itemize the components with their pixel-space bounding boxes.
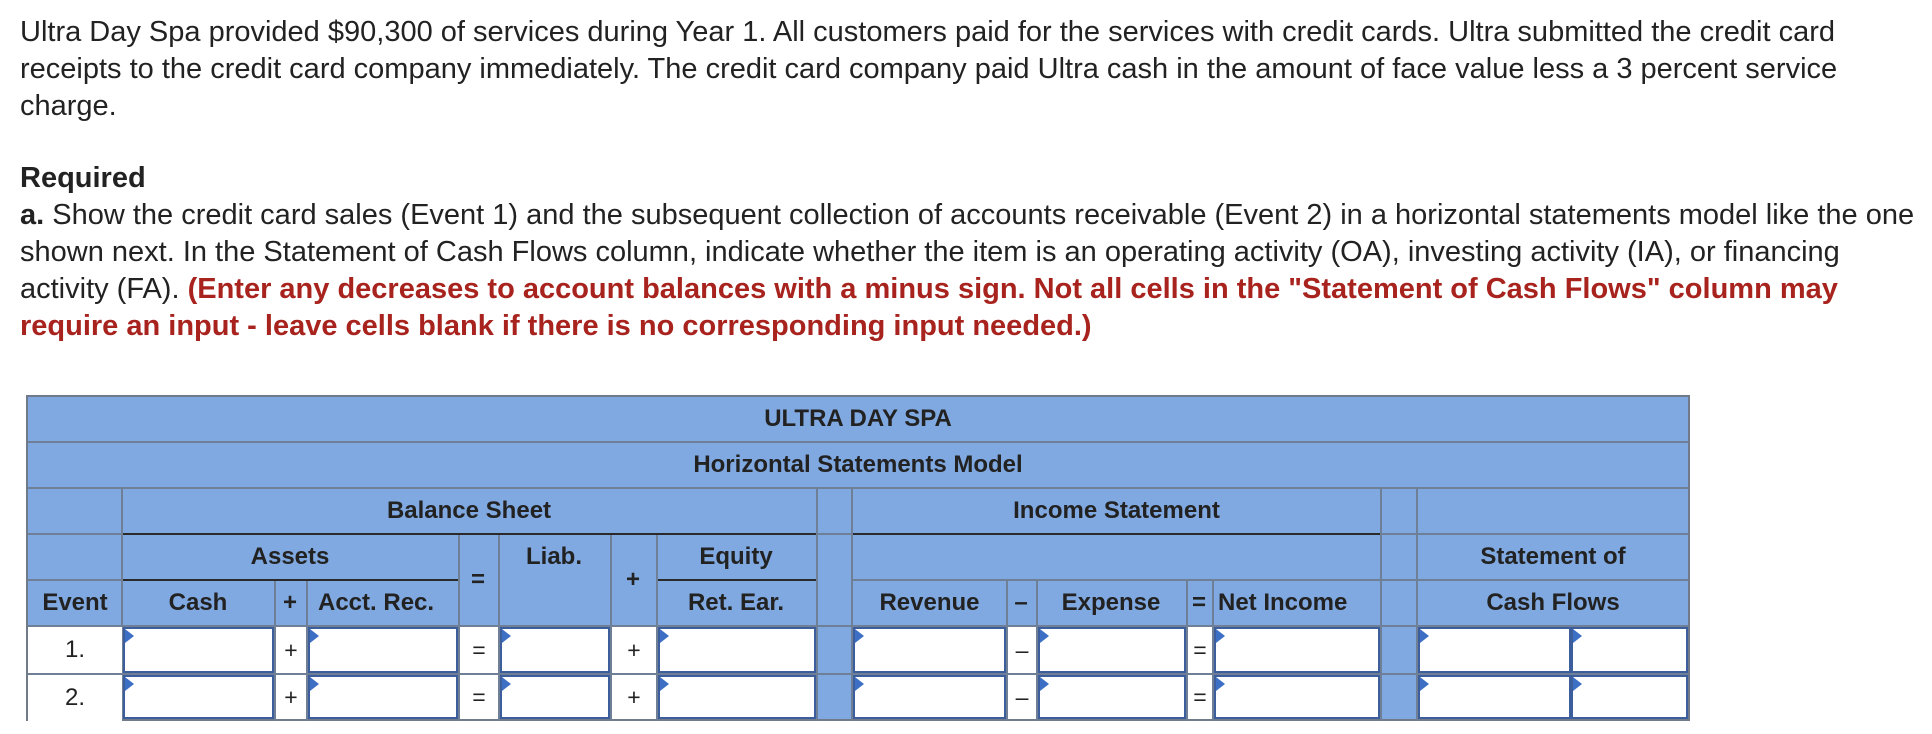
required-heading: Required — [20, 162, 146, 194]
model-subtitle: Horizontal Statements Model — [693, 451, 1023, 478]
row2-revenue-input[interactable] — [853, 675, 1006, 719]
ret-ear-column-header: Ret. Ear. — [687, 589, 785, 616]
equals-header: = — [470, 566, 485, 593]
row1-liab-input[interactable] — [500, 627, 610, 673]
row1-plus-2: + — [612, 627, 656, 673]
event-1-label: 1. — [28, 627, 122, 673]
row2-minus: – — [1008, 675, 1036, 719]
liab-header: Liab. — [525, 543, 582, 570]
balance-sheet-header: Balance Sheet — [386, 497, 552, 524]
row1-cash-flow-activity-select[interactable] — [1571, 627, 1688, 673]
equals-column-header: = — [1191, 589, 1206, 616]
part-label: a. — [20, 199, 45, 231]
scf-header-line1: Statement of — [1480, 543, 1626, 570]
row1-revenue-input[interactable] — [853, 627, 1006, 673]
plus-column-header: + — [282, 589, 297, 616]
event-2-label: 2. — [28, 675, 122, 721]
row2-plus: + — [276, 675, 306, 719]
company-title: ULTRA DAY SPA — [764, 405, 952, 432]
row1-cash-input[interactable] — [123, 627, 274, 673]
revenue-column-header: Revenue — [879, 589, 980, 616]
horizontal-statements-table — [26, 395, 1690, 721]
instruction-text: (Enter any decreases to account balances with a minus sign. Not all cells in the "Statement of Cash Flows" column may require an input - leave cells blank if there is no corresponding input needed.) — [20, 273, 1838, 342]
net-income-column-header: Net Income — [1218, 589, 1348, 616]
acct-rec-column-header: Acct. Rec. — [318, 589, 435, 616]
row1-ret-ear-input[interactable] — [658, 627, 816, 673]
row1-equals: = — [460, 627, 498, 673]
row1-acct-rec-input[interactable] — [308, 627, 458, 673]
requirement-a — [20, 197, 1920, 345]
row1-equals-2: = — [1188, 627, 1212, 673]
row2-ret-ear-input[interactable] — [658, 675, 816, 719]
row2-liab-input[interactable] — [500, 675, 610, 719]
income-statement-header: Income Statement — [1013, 497, 1220, 524]
minus-column-header: – — [1014, 589, 1028, 616]
row2-cash-flow-amount-input[interactable] — [1418, 675, 1571, 719]
row2-cash-flow-activity-select[interactable] — [1571, 675, 1688, 719]
row2-equals: = — [460, 675, 498, 719]
row2-net-income-input[interactable] — [1214, 675, 1380, 719]
row2-equals-2: = — [1188, 675, 1212, 719]
row2-plus-2: + — [612, 675, 656, 719]
scf-header-line2: Cash Flows — [1486, 589, 1620, 616]
row2-cash-input[interactable] — [123, 675, 274, 719]
row1-plus: + — [276, 627, 306, 673]
problem-text — [20, 14, 1920, 345]
equity-header: Equity — [699, 543, 773, 570]
row1-expense-input[interactable] — [1038, 627, 1186, 673]
assets-header: Assets — [250, 543, 330, 570]
row2-acct-rec-input[interactable] — [308, 675, 458, 719]
part-text: Show the credit card sales (Event 1) and the subsequent collection of accounts receivable (Event 2) in a horizontal statements model like the one shown next. In the Statement of Cash Flows column, indicate whether the item is an operating activity (OA), investing activity (IA), or financing activity (FA). — [20, 199, 1915, 305]
row1-cash-flow-amount-input[interactable] — [1418, 627, 1571, 673]
expense-column-header: Expense — [1061, 589, 1161, 616]
row1-net-income-input[interactable] — [1214, 627, 1380, 673]
row1-minus: – — [1008, 627, 1036, 673]
row2-expense-input[interactable] — [1038, 675, 1186, 719]
cash-column-header: Cash — [168, 589, 228, 616]
plus-header: + — [625, 566, 640, 593]
problem-statement: Ultra Day Spa provided $90,300 of services during Year 1. All customers paid for the services with credit cards. Ultra submitted the credit card receipts to the credit card company immediately. The credit card company paid Ultra cash in the amount of face value less a 3 percent service charge. — [20, 16, 1838, 122]
event-column-header: Event — [42, 589, 108, 616]
